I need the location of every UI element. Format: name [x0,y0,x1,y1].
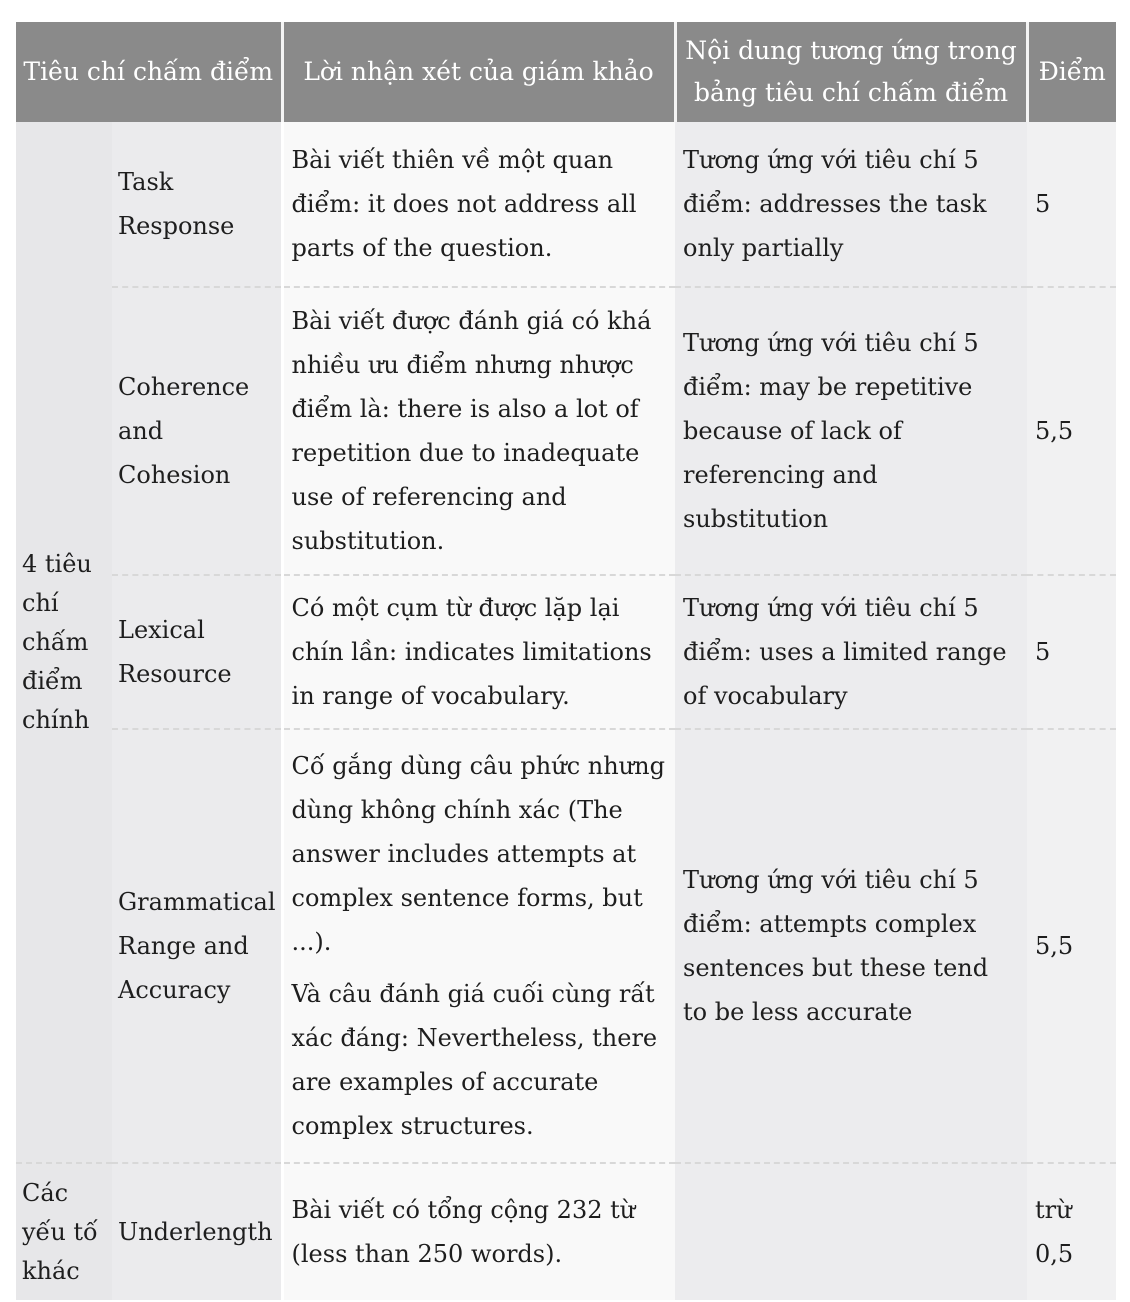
group-other-factors: Các yếu tố khác [16,1163,112,1300]
comment-paragraph: Cố gắng dùng câu phức nhưng dùng không chính xác (The answer includes attempts at complex sentence forms, but ...). [291,752,665,956]
score-value: 5,5 [1027,729,1116,1163]
table-row [16,287,1116,575]
table-row [16,729,1116,1163]
table-row [16,122,1116,287]
comment-paragraph: Bài viết có tổng cộng 232 từ (less than 250 words). [291,1196,636,1268]
comment-paragraph: Bài viết được đánh giá có khá nhiều ưu điểm nhưng nhược điểm là: there is also a lot of repetition due to inadequate use of referencing and substitution. [291,307,652,555]
comment-paragraph: Bài viết thiên về một quan điểm: it does not address all parts of the question. [291,146,637,262]
criterion-name: Task Response [112,122,282,287]
score-value: trừ 0,5 [1027,1163,1116,1300]
score-value: 5 [1027,122,1116,287]
examiner-comment [282,729,675,1163]
comment-paragraph: Và câu đánh giá cuối cùng rất xác đáng: Nevertheless, there are examples of accurate complex structures. [291,980,658,1140]
comment-paragraph: Có một cụm từ được lặp lại chín lần: indicates limitations in range of vocabulary. [291,594,652,710]
band-descriptor: Tương ứng với tiêu chí 5 điểm: may be repetitive because of lack of referencing and substitution [675,287,1027,575]
band-descriptor [675,1163,1027,1300]
header-score: Điểm [1027,22,1116,122]
score-value: 5,5 [1027,287,1116,575]
criterion-name: Underlength [112,1163,282,1300]
table-header-row [16,22,1116,122]
group-main-criteria: 4 tiêu chí chấm điểm chính [16,122,112,1163]
band-descriptor: Tương ứng với tiêu chí 5 điểm: addresses the task only partially [675,122,1027,287]
band-descriptor: Tương ứng với tiêu chí 5 điểm: uses a limited range of vocabulary [675,575,1027,729]
examiner-comment [282,575,675,729]
header-criteria: Tiêu chí chấm điểm [16,22,282,122]
score-value: 5 [1027,575,1116,729]
header-examiner-comment: Lời nhận xét của giám khảo [282,22,675,122]
table-row [16,1163,1116,1300]
criterion-name: Grammatical Range and Accuracy [112,729,282,1163]
criterion-name: Lexical Resource [112,575,282,729]
band-descriptor: Tương ứng với tiêu chí 5 điểm: attempts complex sentences but these tend to be less accurate [675,729,1027,1163]
examiner-comment [282,1163,675,1300]
scoring-table-container [16,22,1116,1300]
header-descriptor: Nội dung tương ứng trong bảng tiêu chí chấm điểm [675,22,1027,122]
table-row [16,575,1116,729]
examiner-comment [282,122,675,287]
scoring-table [16,22,1116,1300]
criterion-name: Coherence and Cohesion [112,287,282,575]
examiner-comment [282,287,675,575]
